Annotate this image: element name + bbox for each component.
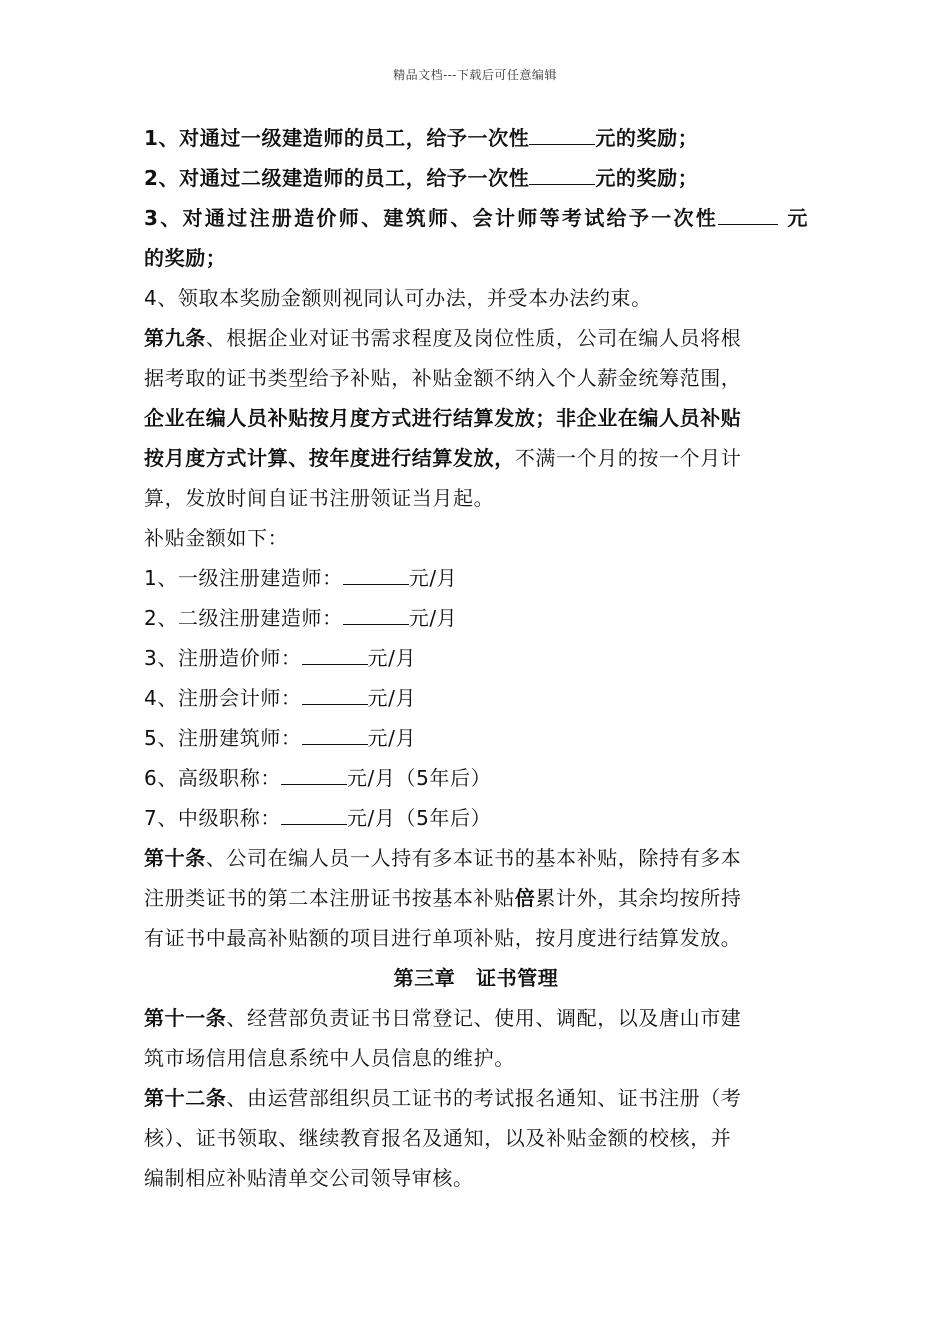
- article-9-line-5: 算，发放时间自证书注册领证当月起。: [144, 486, 495, 510]
- fill-in-blank: [529, 162, 595, 185]
- subsidy-intro: 补贴金额如下：: [144, 526, 289, 550]
- subsidy-suffix: 元/月: [367, 646, 417, 670]
- subsidy-item: [144, 718, 808, 758]
- document-body: [144, 118, 808, 1198]
- subsidy-item: [144, 558, 808, 598]
- article-12-line-2: 核）、证书领取、继续教育报名及通知，以及补贴金额的校核，并: [144, 1126, 732, 1150]
- award-item-2: [144, 158, 808, 198]
- article-10-line-2-text: 注册类证书的第二本注册证书按基本补贴: [144, 886, 515, 910]
- award-item-1-suffix: 元的奖励；: [595, 126, 699, 150]
- subsidy-label: 3、注册造价师：: [144, 646, 302, 670]
- article-11-line-1-text: 、经营部负责证书日常登记、使用、调配，以及唐山市建: [226, 1006, 742, 1030]
- fill-in-blank: [529, 122, 595, 145]
- subsidy-item: [144, 798, 808, 838]
- subsidy-suffix: 元/月（5年后）: [346, 766, 492, 790]
- subsidy-label: 6、高级职称：: [144, 766, 281, 790]
- subsidy-suffix: 元/月: [408, 566, 458, 590]
- fill-in-blank: [302, 682, 368, 705]
- subsidy-label: 5、注册建筑师：: [144, 726, 302, 750]
- subsidy-item: [144, 638, 808, 678]
- subsidy-item: [144, 598, 808, 638]
- award-item-4: 4、领取本奖励金额则视同认可办法，并受本办法约束。: [144, 286, 652, 310]
- subsidy-suffix: 元/月（5年后）: [346, 806, 492, 830]
- fill-in-blank: [718, 202, 778, 225]
- subsidy-suffix: 元/月: [408, 606, 458, 630]
- article-12-line-1: [144, 1078, 808, 1118]
- award-item-2-suffix: 元的奖励；: [595, 166, 699, 190]
- article-10-line-1-text: 、公司在编人员一人持有多本证书的基本补贴，除持有多本: [205, 846, 742, 870]
- award-item-3-suffix: 元: [787, 206, 808, 230]
- article-9-line-2: 据考取的证书类型给予补贴，补贴金额不纳入个人薪金统筹范围，: [144, 366, 742, 390]
- fill-in-blank: [302, 642, 368, 665]
- article-10-line-2-text-end: 累计外，其余均按所持: [535, 886, 742, 910]
- subsidy-suffix: 元/月: [367, 726, 417, 750]
- award-item-3: [144, 198, 808, 238]
- award-item-2-text: 2、对通过二级建造师的员工，给予一次性: [144, 166, 530, 190]
- article-11-line-1: [144, 998, 808, 1038]
- article-9-line-4-bold: 按月度方式计算、按年度进行结算发放，: [144, 446, 515, 470]
- article-10-line-1: [144, 838, 808, 878]
- article-9-line-3: 企业在编人员补贴按月度方式进行结算发放；非企业在编人员补贴: [144, 406, 742, 430]
- award-item-3-continued: 的奖励；: [144, 246, 227, 270]
- article-10-line-2: [144, 878, 808, 918]
- subsidy-label: 4、注册会计师：: [144, 686, 302, 710]
- award-item-1-text: 1、对通过一级建造师的员工，给予一次性: [144, 126, 530, 150]
- subsidy-suffix: 元/月: [367, 686, 417, 710]
- article-9-line-1: [144, 318, 808, 358]
- article-12-heading: 第十二条: [144, 1086, 227, 1110]
- article-11-heading: 第十一条: [144, 1006, 227, 1030]
- fill-in-blank: [343, 562, 409, 585]
- subsidy-label: 1、一级注册建造师：: [144, 566, 343, 590]
- fill-in-blank: [343, 602, 409, 625]
- article-10-line-3: 有证书中最高补贴额的项目进行单项补贴，按月度进行结算发放。: [144, 926, 742, 950]
- article-10-heading: 第十条: [144, 846, 206, 870]
- award-item-1: [144, 118, 808, 158]
- article-12-line-3: 编制相应补贴清单交公司领导审核。: [144, 1166, 474, 1190]
- article-11-line-2: 筑市场信用信息系统中人员信息的维护。: [144, 1046, 515, 1070]
- fill-in-blank: [302, 722, 368, 745]
- article-9-heading: 第九条: [144, 326, 206, 350]
- article-12-line-1-text: 、由运营部组织员工证书的考试报名通知、证书注册（考: [226, 1086, 742, 1110]
- fill-in-blank: [281, 762, 347, 785]
- chapter-3-title: 第三章 证书管理: [393, 966, 559, 990]
- subsidy-item: [144, 678, 808, 718]
- subsidy-label: 2、二级注册建造师：: [144, 606, 343, 630]
- article-9-line-4: [144, 438, 808, 478]
- subsidy-label: 7、中级职称：: [144, 806, 281, 830]
- subsidy-item: [144, 758, 808, 798]
- fill-in-blank: [281, 802, 347, 825]
- page-header-watermark: 精品文档---下载后可任意编辑: [393, 68, 557, 82]
- article-10-line-2-bold: 倍: [514, 886, 536, 910]
- article-9-line-4-text: 不满一个月的按一个月计: [514, 446, 742, 470]
- award-item-3-text: 3、对通过注册造价师、建筑师、会计师等考试给予一次性: [144, 206, 719, 230]
- article-9-line-1-text: 、根据企业对证书需求程度及岗位性质，公司在编人员将根: [205, 326, 742, 350]
